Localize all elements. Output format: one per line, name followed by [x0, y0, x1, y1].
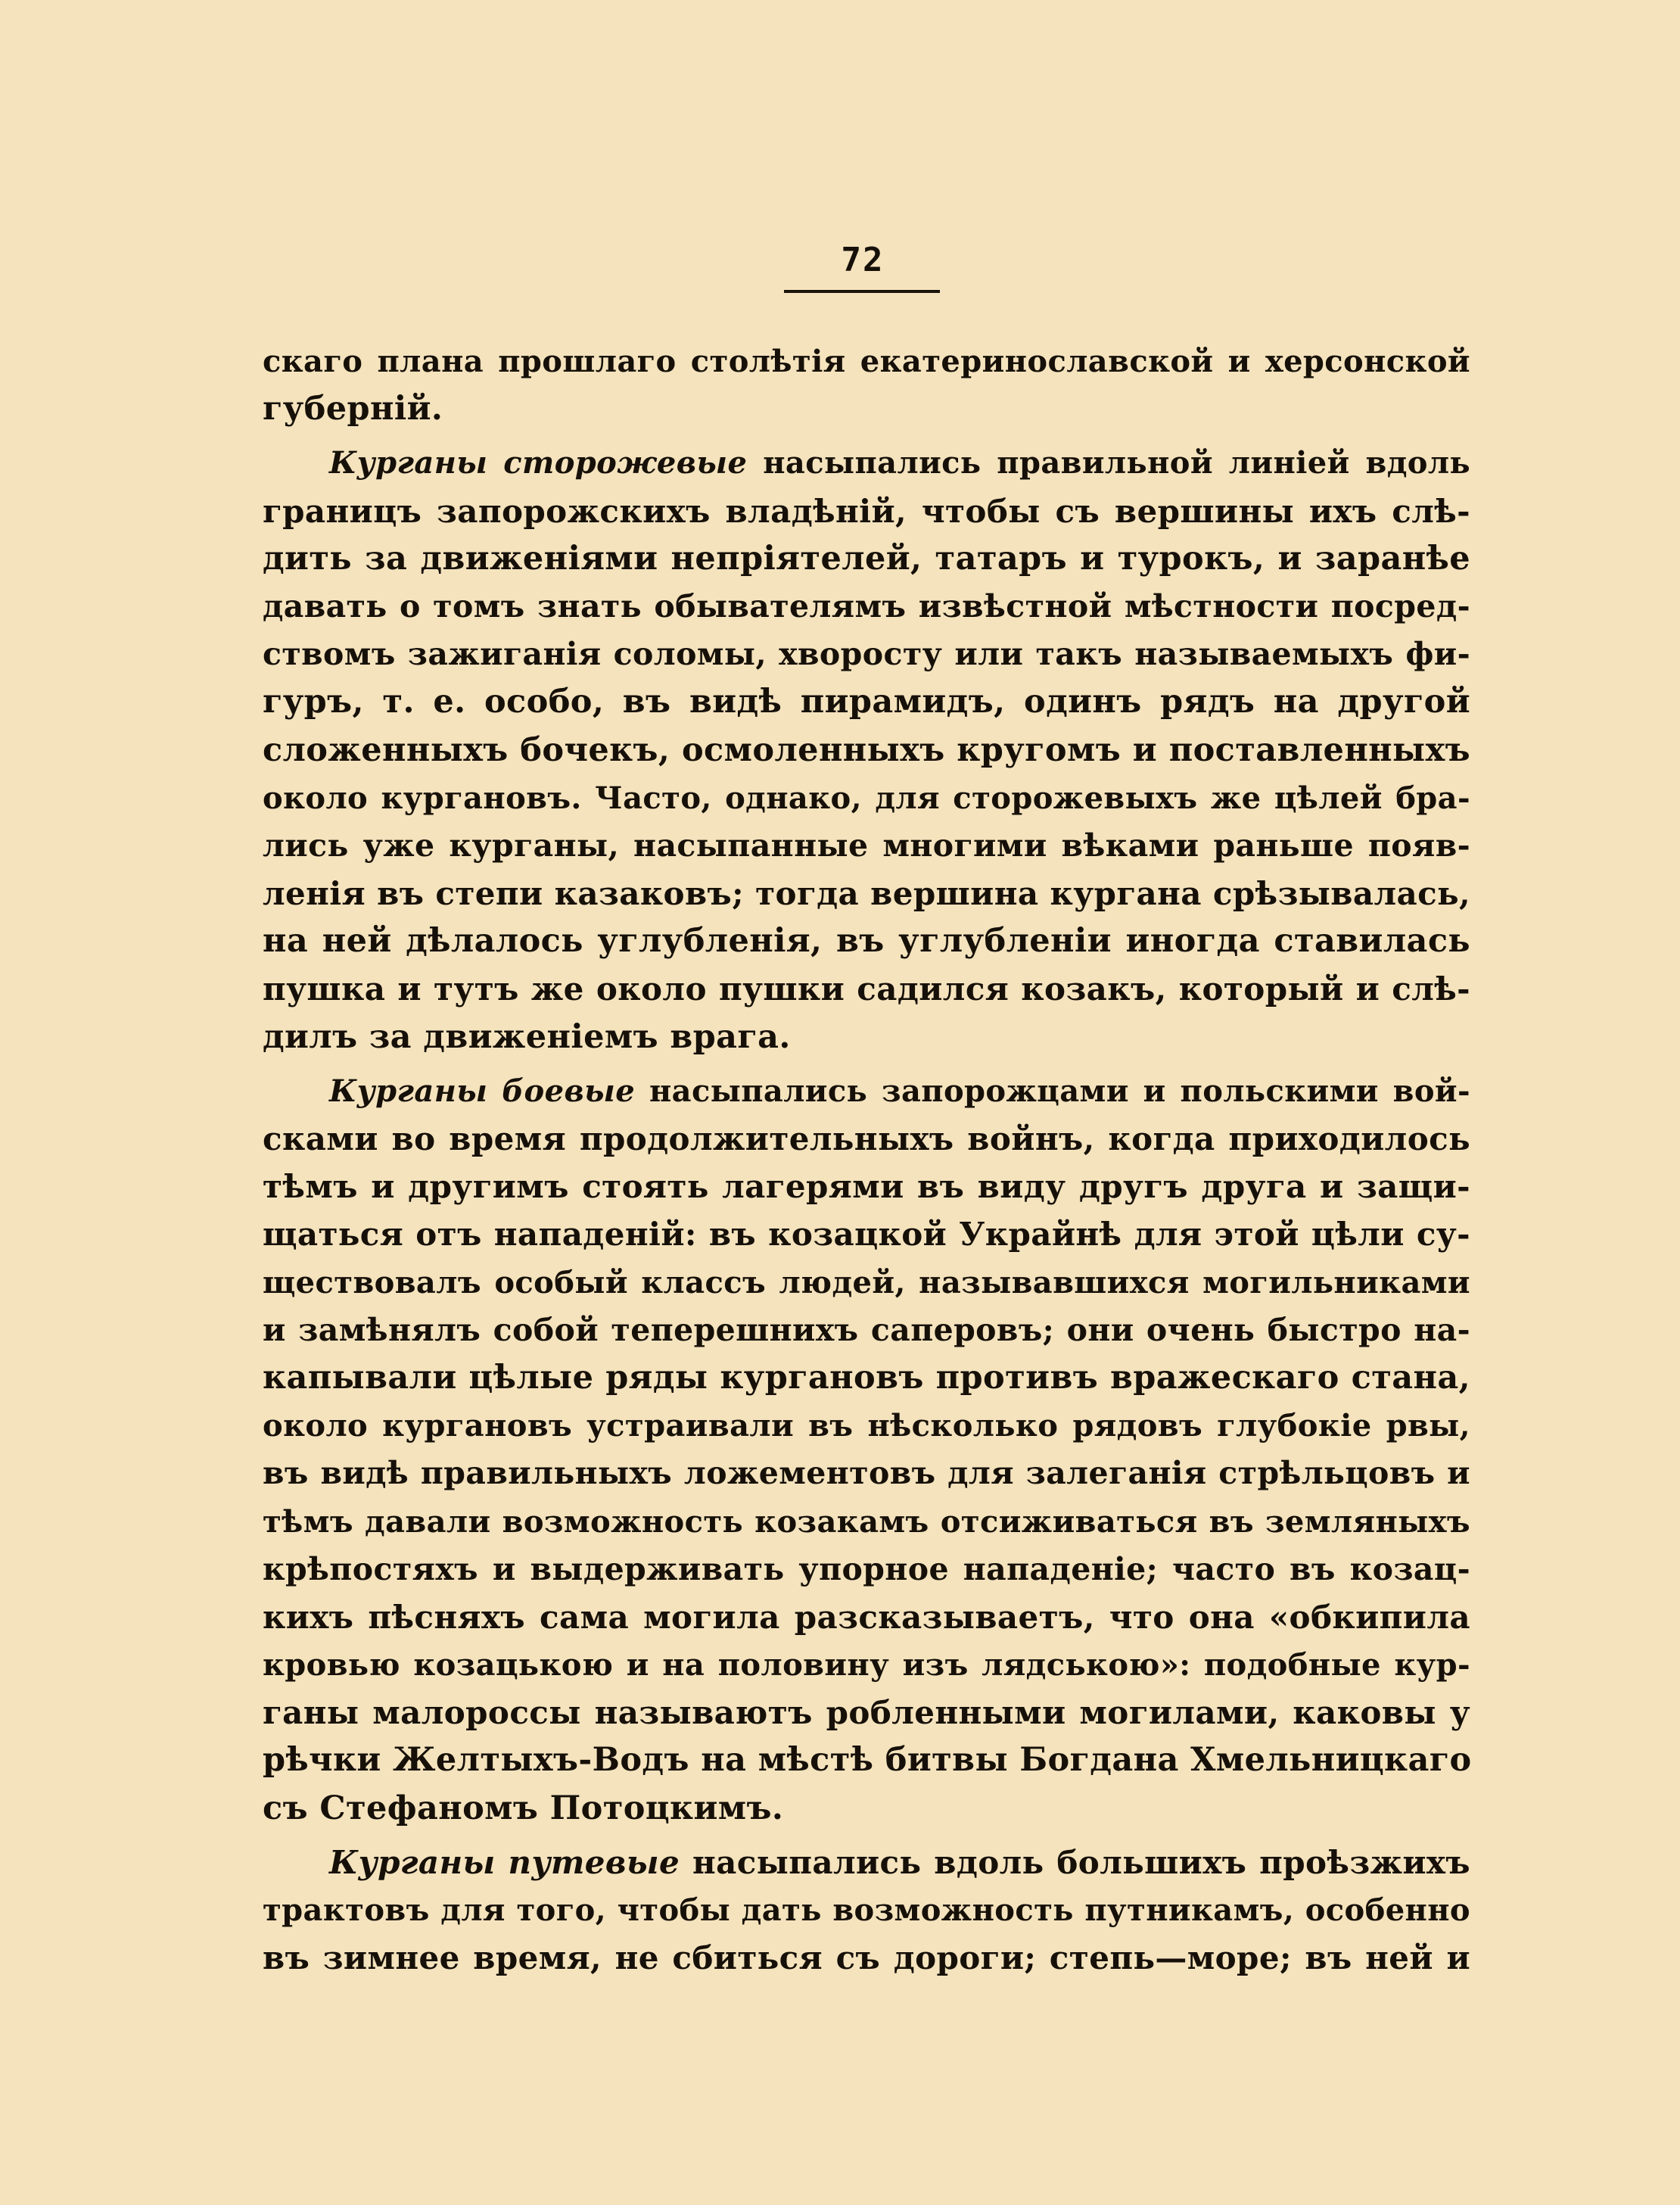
text-line: кровью козацькою и на половину изъ лядською»: подобные кур- — [263, 1647, 1470, 1683]
text-line: дилъ за движеніемъ врага. — [263, 1017, 791, 1056]
header-rule — [784, 290, 940, 293]
text-line: дить за движеніями непріятелей, татаръ и турокъ, и заранѣе — [263, 539, 1470, 578]
text-line: рѣчки Желтыхъ-Водъ на мѣстѣ битвы Богдана Хмельницкаго — [263, 1741, 1472, 1780]
text-line: скаго плана прошлаго столѣтія екатеринославской и херсонской — [263, 344, 1470, 379]
paragraph — [263, 1839, 1470, 1982]
paragraph — [263, 338, 1470, 433]
text-line: сложенныхъ бочекъ, осмоленныхъ кругомъ и поставленныхъ — [263, 730, 1470, 769]
text-line: около кургановъ. Часто, однако, для сторожевыхъ же цѣлей бра- — [263, 780, 1470, 816]
text-line: ствомъ зажиганія соломы, хворосту или такъ называемыхъ фи- — [263, 636, 1470, 673]
text-line: трактовъ для того, чтобы дать возможность путникамъ, особенно — [263, 1892, 1470, 1928]
paragraph — [263, 439, 1470, 1060]
text-line: тѣмъ и другимъ стоять лагерями въ виду другъ друга и защи- — [263, 1168, 1470, 1206]
text-fragment: насыпались запорожцами и польскими вой- — [635, 1073, 1471, 1109]
text-line — [263, 1839, 1470, 1886]
text-line: на ней дѣлалось углубленія, въ углубленіи иногда ставилась — [263, 922, 1470, 961]
page-number: 72 — [841, 241, 885, 279]
text-line: капывали цѣлые ряды кургановъ противъ вражескаго стана, — [263, 1358, 1470, 1397]
text-line: съ Стефаномъ Потоцкимъ. — [263, 1789, 784, 1827]
term-italic: Курганы боевые — [329, 1073, 636, 1109]
term-italic: Курганы сторожевые — [329, 445, 748, 481]
text-line: гуръ, т. е. особо, въ видѣ пирамидъ, одинъ рядъ на другой — [263, 683, 1470, 721]
text-line: давать о томъ знать обывателямъ извѣстной мѣстности посред- — [263, 587, 1470, 624]
page-number-container — [787, 237, 938, 284]
paragraph — [263, 1067, 1470, 1833]
text-line: губерній. — [263, 390, 443, 428]
text-line: ганы малороссы называютъ робленными могилами, каковы у — [263, 1694, 1470, 1732]
text-line: сками во время продолжительныхъ войнъ, когда приходилось — [263, 1120, 1470, 1157]
text-line: пушка и тутъ же около пушки садился козакъ, который и слѣ- — [263, 970, 1470, 1008]
text-line: границъ запорожскихъ владѣній, чтобы съ вершины ихъ слѣ- — [263, 492, 1470, 530]
body-text — [263, 338, 1470, 1982]
text-line: ленія въ степи казаковъ; тогда вершина кургана срѣзывалась, — [263, 875, 1470, 913]
text-line: тѣмъ давали возможность козакамъ отсиживаться въ земляныхъ — [263, 1503, 1470, 1540]
text-line: ществовалъ особый классъ людей, называвшихся могильниками — [263, 1264, 1470, 1300]
text-line: кихъ пѣсняхъ сама могила разсказываетъ, что она «обкипила — [263, 1598, 1470, 1636]
text-line: и замѣнялъ собой теперешнихъ саперовъ; они очень быстро на- — [263, 1311, 1470, 1348]
text-line: въ видѣ правильныхъ ложементовъ для залеганія стрѣльцовъ и — [263, 1455, 1470, 1492]
text-line: лись уже курганы, насыпанные многими вѣками раньше появ- — [263, 827, 1470, 864]
text-line: около кургановъ устраивали въ нѣсколько рядовъ глубокіе рвы, — [263, 1408, 1470, 1444]
term-italic: Курганы путевые — [329, 1843, 680, 1881]
text-line: щаться отъ нападеній: въ козацкой Украйнѣ для этой цѣли су- — [263, 1216, 1470, 1254]
text-line — [263, 439, 1470, 487]
text-fragment: насыпались вдоль большихъ проѣзжихъ — [680, 1843, 1470, 1881]
text-fragment: насыпались правильной линіей вдоль — [747, 445, 1470, 481]
text-line — [263, 1067, 1470, 1115]
text-line: въ зимнее время, не сбиться съ дороги; степь—море; въ ней и — [263, 1939, 1470, 1977]
text-line: крѣпостяхъ и выдерживать упорное нападеніе; часто въ козац- — [263, 1550, 1470, 1587]
